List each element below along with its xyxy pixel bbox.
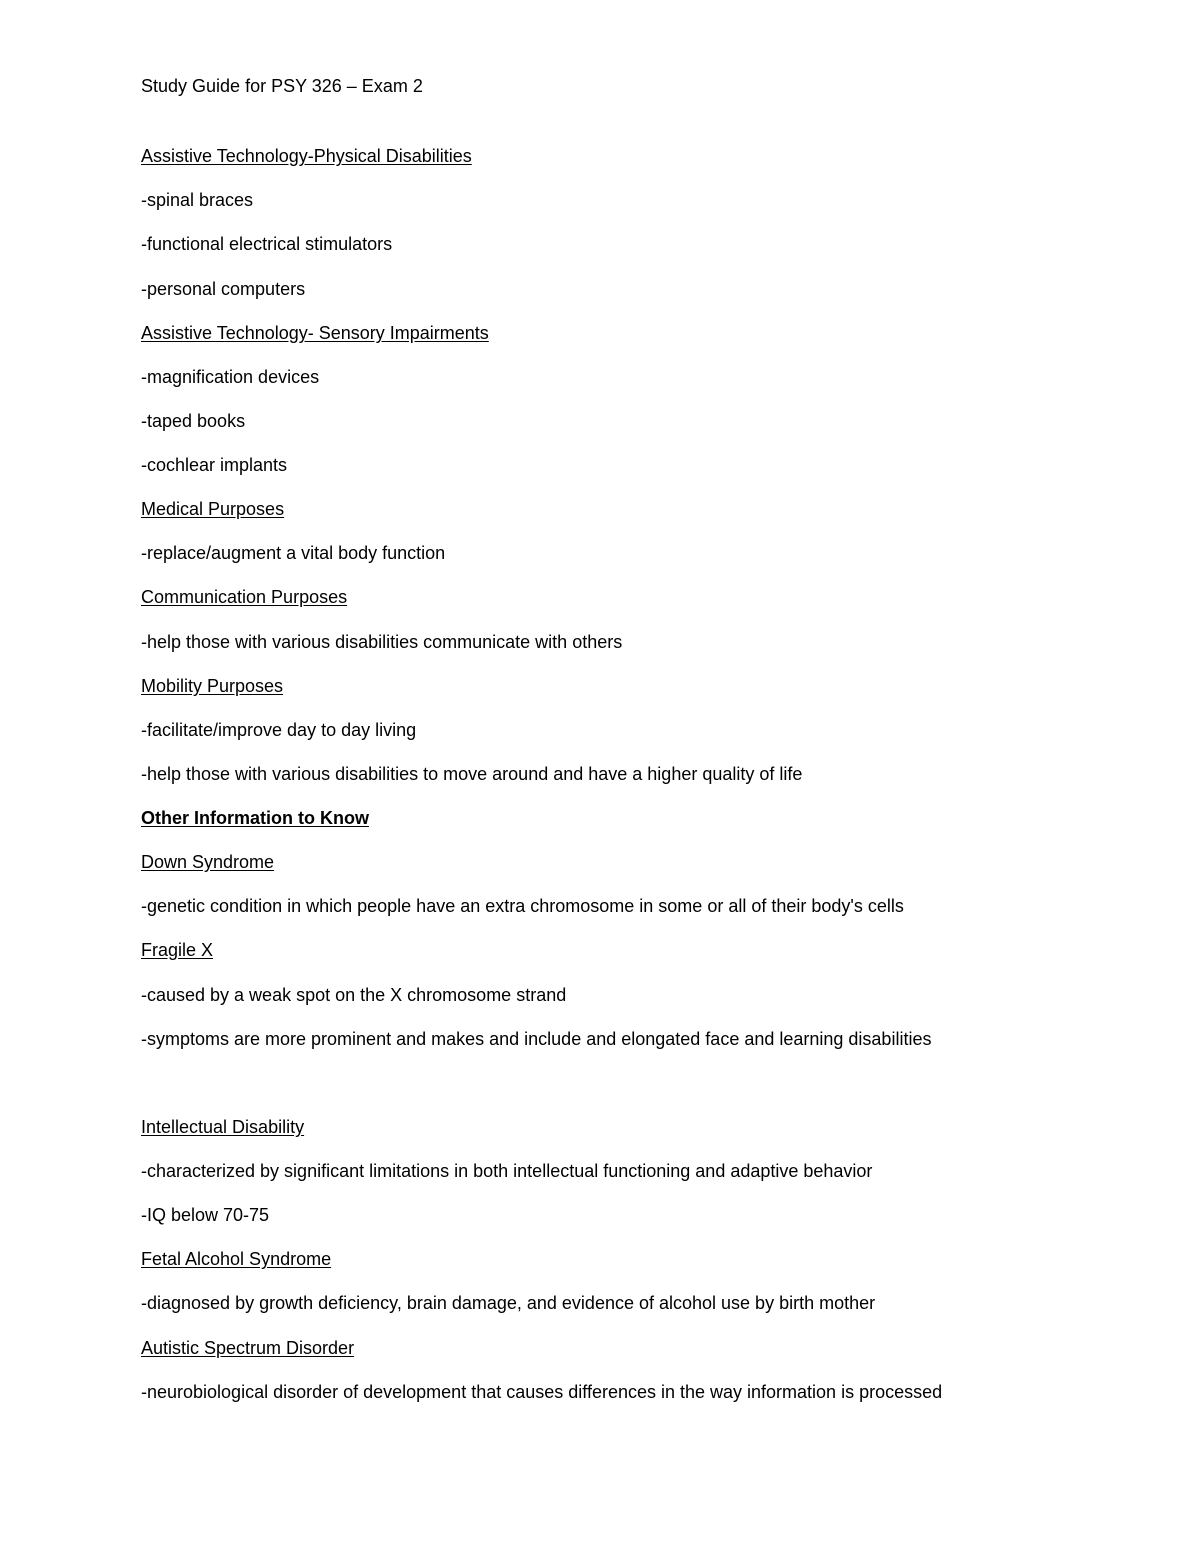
list-item: -help those with various disabilities to move around and have a higher quality of life — [141, 764, 803, 784]
section-heading: Down Syndrome — [141, 852, 275, 872]
list-item: -caused by a weak spot on the X chromosome strand — [141, 985, 567, 1005]
list-item: -facilitate/improve day to day living — [141, 720, 417, 740]
section-heading: Communication Purposes — [141, 587, 348, 607]
list-item: -genetic condition in which people have an extra chromosome in some or all of their body's cells — [141, 896, 904, 916]
section-heading: Fetal Alcohol Syndrome — [141, 1249, 332, 1269]
list-item: -neurobiological disorder of development that causes differences in the way information is processed — [141, 1382, 943, 1402]
section-heading: Assistive Technology-Physical Disabilities — [141, 146, 472, 166]
list-item: -functional electrical stimulators — [141, 234, 393, 254]
section-heading: Intellectual Disability — [141, 1117, 305, 1137]
bold-section-heading: Other Information to Know — [141, 808, 369, 828]
list-item: -spinal braces — [141, 190, 254, 210]
document-title: Study Guide for PSY 326 – Exam 2 — [141, 76, 423, 96]
list-item: -personal computers — [141, 279, 306, 299]
list-item: -replace/augment a vital body function — [141, 543, 446, 563]
section-heading: Assistive Technology- Sensory Impairments — [141, 323, 489, 343]
list-item: -help those with various disabilities communicate with others — [141, 632, 623, 652]
section-heading: Fragile X — [141, 940, 214, 960]
list-item: -diagnosed by growth deficiency, brain damage, and evidence of alcohol use by birth mother — [141, 1293, 876, 1313]
list-item: -characterized by significant limitations in both intellectual functioning and adaptive behavior — [141, 1161, 873, 1181]
list-item: -cochlear implants — [141, 455, 288, 475]
section-heading: Mobility Purposes — [141, 676, 284, 696]
section-heading: Medical Purposes — [141, 499, 285, 519]
section-heading: Autistic Spectrum Disorder — [141, 1338, 355, 1358]
list-item: -symptoms are more prominent and makes and include and elongated face and learning disabilities — [141, 1029, 932, 1049]
list-item: -magnification devices — [141, 367, 320, 387]
list-item: -IQ below 70-75 — [141, 1205, 270, 1225]
list-item: -taped books — [141, 411, 246, 431]
